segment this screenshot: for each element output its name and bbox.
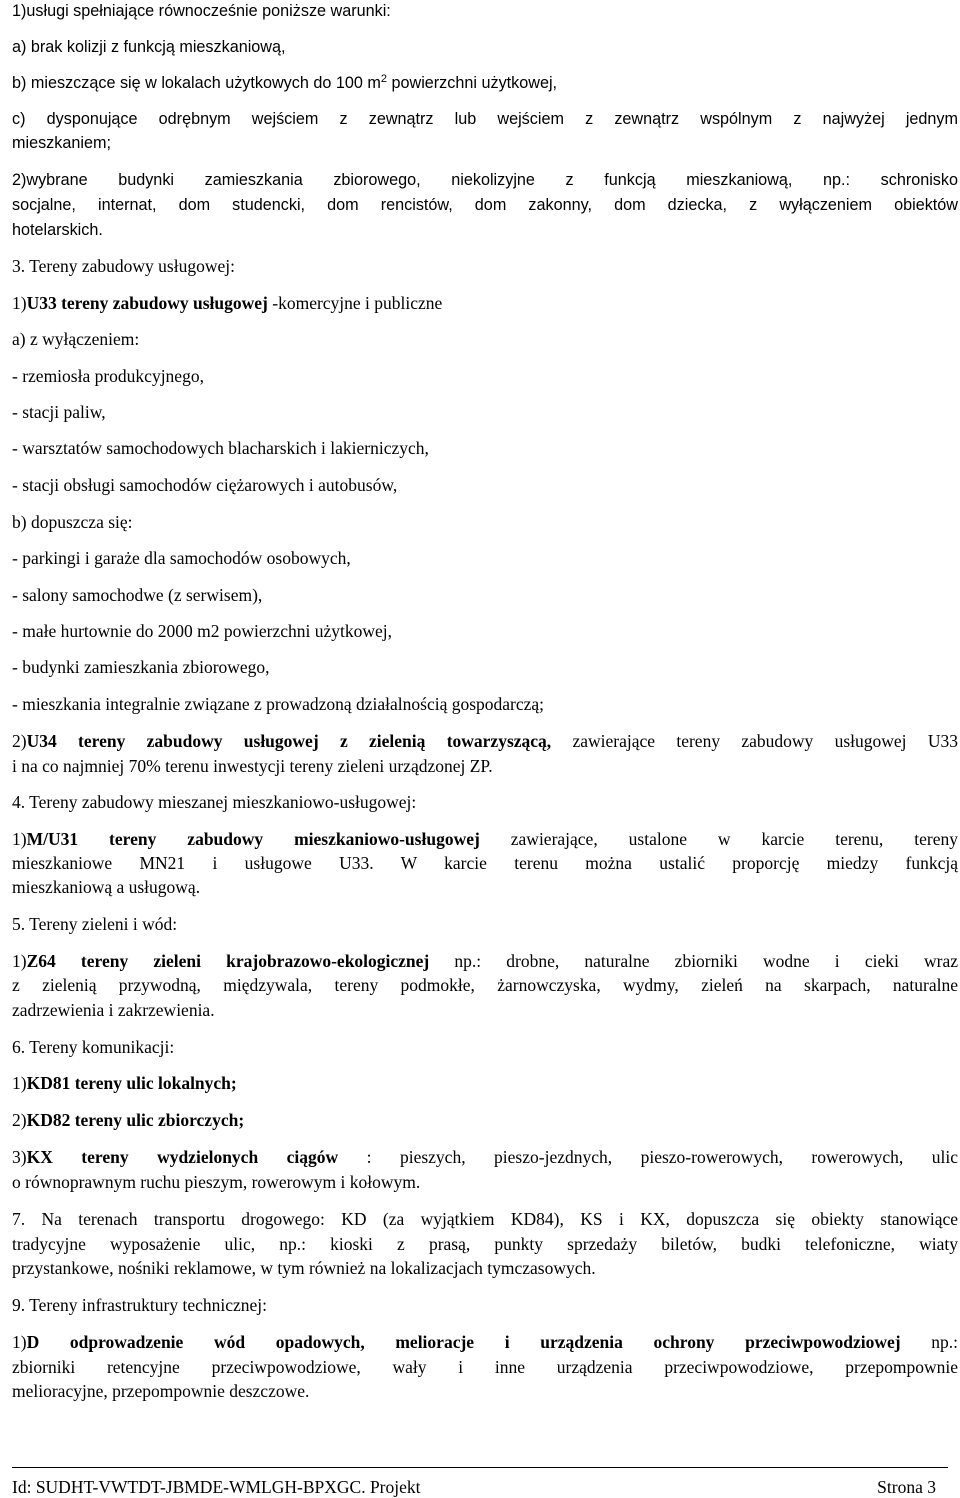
text-line: 2)wybrane budynki zamieszkania zbiorowego, niekolizyjne z funkcją mieszkaniową, np.: schronisko (12, 171, 958, 189)
text-line (12, 1146, 958, 1168)
item-number: 1) (12, 1073, 27, 1093)
term-name: KD81 tereny ulic lokalnych; (26, 1073, 237, 1093)
list-item: - małe hurtownie do 2000 m2 powierzchni użytkowej, (12, 621, 393, 641)
text-span: powierzchni użytkowej, (387, 74, 558, 92)
text-line (12, 1109, 958, 1131)
text-line: b) dopuszcza się: (12, 512, 133, 532)
text-span: -komercyjne i publiczne (267, 293, 443, 313)
list-item: - budynki zamieszkania zbiorowego, (12, 657, 270, 677)
text-span: np.: drobne, naturalne zbiorniki wodne i cieki wraz (429, 951, 958, 971)
term-name: Z64 tereny zieleni krajobrazowo-ekologicznej (26, 951, 430, 971)
text-line: tradycyjne wyposażenie ulic, np.: kioski z prasą, punkty sprzedaży biletów, budki telefoniczne, wiaty (12, 1234, 958, 1254)
term-name: U34 tereny zabudowy usługowej z zielenią towarzyszącą, (26, 731, 552, 751)
text-line: a) z wyłączeniem: (12, 329, 140, 349)
list-item: - stacji obsługi samochodów ciężarowych i autobusów, (12, 475, 398, 495)
text-line: o równoprawnym ruchu pieszym, rowerowym i kołowym. (12, 1172, 421, 1192)
text-line (12, 72, 958, 94)
list-item: - parkingi i garaże dla samochodów osobowych, (12, 548, 351, 568)
text-line (12, 1331, 958, 1353)
list-item: - salony samochodwe (z serwisem), (12, 585, 263, 605)
text-line: z zielenią przywodną, międzywala, tereny podmokłe, żarnowczyska, wydmy, zieleń na skarpach, naturalne (12, 975, 958, 995)
text-line: a) brak kolizji z funkcją mieszkaniową, (12, 38, 286, 56)
item-number: 2) (12, 731, 27, 751)
section-heading: 6. Tereny komunikacji: (12, 1037, 175, 1057)
section-heading: 3. Tereny zabudowy usługowej: (12, 256, 235, 276)
list-item: - rzemiosła produkcyjnego, (12, 366, 204, 386)
text-line: hotelarskich. (12, 221, 103, 239)
text-line: mieszkaniowe MN21 i usługowe U33. W karcie terenu można ustalić proporcję miedzy funkcją (12, 853, 958, 873)
item-number: 3) (12, 1147, 27, 1167)
item-number: 1) (12, 829, 27, 849)
text-line: socjalne, internat, dom studencki, dom rencistów, dom zakonny, dom dziecka, z wyłączeniem obiektów (12, 196, 958, 214)
footer-divider (12, 1467, 948, 1468)
item-number: 1) (12, 1332, 27, 1352)
term-name: M/U31 tereny zabudowy mieszkaniowo-usługowej (26, 829, 480, 849)
text-line: 1)usługi spełniające równocześnie poniższe warunki: (12, 2, 391, 20)
footer-id: Id: SUDHT-VWTDT-JBMDE-WMLGH-BPXGC. Projekt (12, 1477, 421, 1497)
list-item: - warsztatów samochodowych blacharskich i lakierniczych, (12, 438, 429, 458)
list-item: - mieszkania integralnie związane z prowadzoną działalnością gospodarczą; (12, 694, 545, 714)
text-line: mieszkaniową a usługową. (12, 877, 201, 897)
item-number: 2) (12, 1110, 27, 1130)
text-line: melioracyjne, przepompownie deszczowe. (12, 1381, 310, 1401)
text-line: zbiorniki retencyjne przeciwpowodziowe, wały i inne urządzenia przeciwpowodziowe, przepompownie (12, 1357, 958, 1377)
text-span: b) mieszczące się w lokalach użytkowych do 100 m (12, 74, 381, 92)
superscript: 2 (380, 73, 387, 85)
text-line: zadrzewienia i zakrzewienia. (12, 1000, 215, 1020)
text-line (12, 292, 958, 314)
list-item: - stacji paliw, (12, 402, 106, 422)
term-name: D odprowadzenie wód opadowych, melioracje i urządzenia ochrony przeciwpowodziowej (26, 1332, 901, 1352)
text-span: : pieszych, pieszo-jezdnych, pieszo-rowerowych, rowerowych, ulic (338, 1147, 958, 1167)
text-line: 7. Na terenach transportu drogowego: KD (za wyjątkiem KD84), KS i KX, dopuszcza się obiekty stanowiące (12, 1209, 958, 1229)
text-span: zawierające, ustalone w karcie terenu, tereny (479, 829, 958, 849)
term-name: KD82 tereny ulic zbiorczych; (26, 1110, 245, 1130)
text-line (12, 1072, 958, 1094)
text-line (12, 950, 958, 972)
text-line (12, 828, 958, 850)
term-name: U33 tereny zabudowy usługowej (26, 293, 268, 313)
footer-page-number: Strona 3 (877, 1477, 936, 1497)
section-heading: 9. Tereny infrastruktury technicznej: (12, 1295, 268, 1315)
section-heading: 5. Tereny zieleni i wód: (12, 914, 178, 934)
section-heading: 4. Tereny zabudowy mieszanej mieszkaniowo-usługowej: (12, 792, 417, 812)
text-line: c) dysponujące odrębnym wejściem z zewnątrz lub wejściem z zewnątrz wspólnym z najwyżej jednym (12, 110, 958, 128)
text-line: przystankowe, nośniki reklamowe, w tym również na lokalizacjach tymczasowych. (12, 1258, 596, 1278)
text-line (12, 730, 958, 752)
term-name: KX tereny wydzielonych ciągów (26, 1147, 339, 1167)
text-line: mieszkaniem; (12, 134, 111, 152)
text-span: zawierające tereny zabudowy usługowej U33 (551, 731, 958, 751)
text-line: i na co najmniej 70% terenu inwestycji tereny zieleni urządzonej ZP. (12, 756, 493, 776)
item-number: 1) (12, 951, 27, 971)
text-span: np.: (900, 1332, 958, 1352)
item-number: 1) (12, 293, 27, 313)
